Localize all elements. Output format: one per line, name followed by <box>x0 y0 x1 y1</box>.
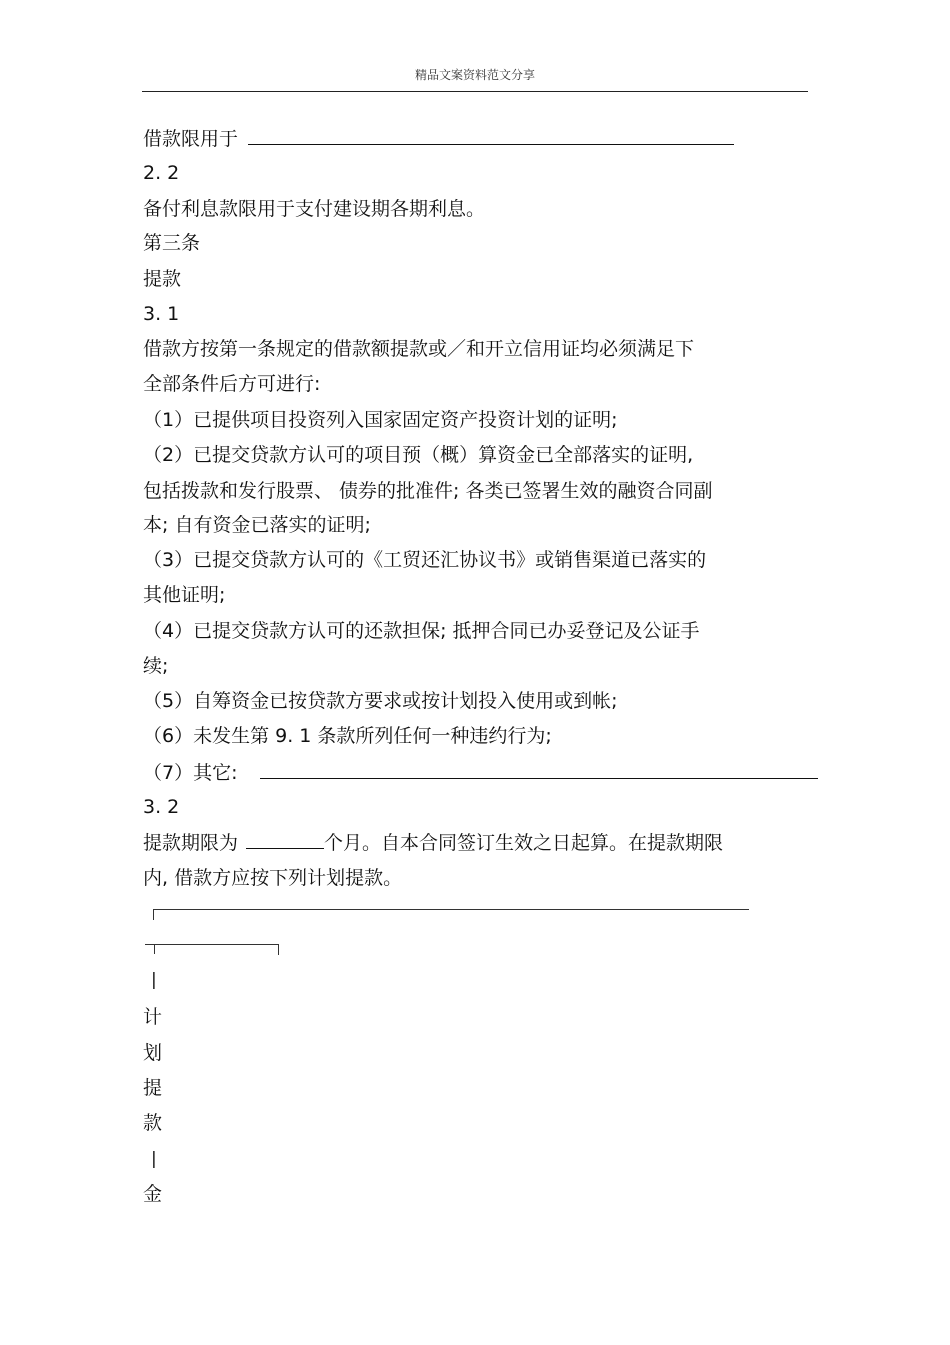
vertical-char: 划 <box>143 1042 163 1064</box>
text-line <box>143 830 723 855</box>
line-text: （4）已提交贷款方认可的还款担保; 抵押合同已办妥登记及公证手 <box>143 620 700 642</box>
page-header: 精品文案资料范文分享 <box>414 68 535 82</box>
line-text: 内, 借款方应按下列计划提款。 <box>143 867 403 889</box>
text-line <box>143 126 734 151</box>
text-line <box>143 267 181 291</box>
line-text: 备付利息款限用于支付建设期各期利息。 <box>143 198 486 220</box>
table-frame-inner-right-tick <box>278 944 279 955</box>
text-line <box>143 479 712 503</box>
vertical-char: 金 <box>143 1183 163 1205</box>
text-line <box>143 866 402 890</box>
table-frame-top <box>153 909 749 910</box>
vertical-char: 款 <box>143 1112 163 1134</box>
text-line <box>143 583 225 607</box>
table-frame-inner <box>145 944 278 945</box>
line-text: （7）其它: <box>143 762 238 784</box>
table-frame-inner-left-tick <box>154 944 155 954</box>
line-text: （3）已提交贷款方认可的《工贸还汇协议书》或销售渠道已落实的 <box>143 549 707 571</box>
line-text: 3. 2 <box>143 796 180 818</box>
line-text: 续; <box>143 655 169 677</box>
text-line <box>143 760 818 785</box>
fill-in-blank <box>248 126 734 145</box>
text-line <box>143 231 200 255</box>
text-line <box>143 443 693 467</box>
text-line <box>143 337 694 361</box>
text-line <box>143 548 706 572</box>
fill-in-blank <box>260 760 818 779</box>
vertical-char: | <box>151 970 157 990</box>
line-text: 提款期限为 <box>143 832 239 854</box>
text-line <box>143 372 320 396</box>
vertical-char: 计 <box>143 1006 163 1028</box>
line-text: 3. 1 <box>143 303 180 325</box>
line-text: （5）自筹资金已按贷款方要求或按计划投入使用或到帐; <box>143 690 618 712</box>
line-text: （6）未发生第 9. 1 条款所列任何一种违约行为; <box>143 725 552 747</box>
text-line <box>143 654 168 678</box>
line-text-after: 个月。自本合同签订生效之日起算。在提款期限 <box>324 832 724 854</box>
line-text: （1）已提供项目投资列入国家固定资产投资计划的证明; <box>143 409 618 431</box>
text-line <box>143 689 618 713</box>
text-line <box>143 302 179 326</box>
table-frame-left-tick <box>153 909 154 920</box>
line-text: 第三条 <box>143 232 201 254</box>
fill-in-blank <box>246 830 324 849</box>
line-text: 借款方按第一条规定的借款额提款或／和开立信用证均必须满足下 <box>143 338 695 360</box>
text-line <box>143 161 179 185</box>
text-line <box>143 795 179 819</box>
line-text: 提款 <box>143 268 182 290</box>
text-line <box>143 724 552 748</box>
vertical-char: 提 <box>143 1077 163 1099</box>
line-text: 借款限用于 <box>143 128 239 150</box>
line-text: 本; 自有资金已落实的证明; <box>143 514 371 536</box>
line-text: 全部条件后方可进行: <box>143 373 321 395</box>
line-text: （2）已提交贷款方认可的项目预（概）算资金已全部落实的证明, <box>143 444 694 466</box>
text-line <box>143 619 700 643</box>
header-rule <box>142 91 808 92</box>
vertical-char: | <box>151 1149 157 1169</box>
line-text: 2. 2 <box>143 162 180 184</box>
text-line <box>143 513 371 537</box>
text-line <box>143 197 485 221</box>
line-text: 包括拨款和发行股票、 债券的批准件; 各类已签署生效的融资合同副 <box>143 480 713 502</box>
line-text: 其他证明; <box>143 584 226 606</box>
text-line <box>143 408 618 432</box>
